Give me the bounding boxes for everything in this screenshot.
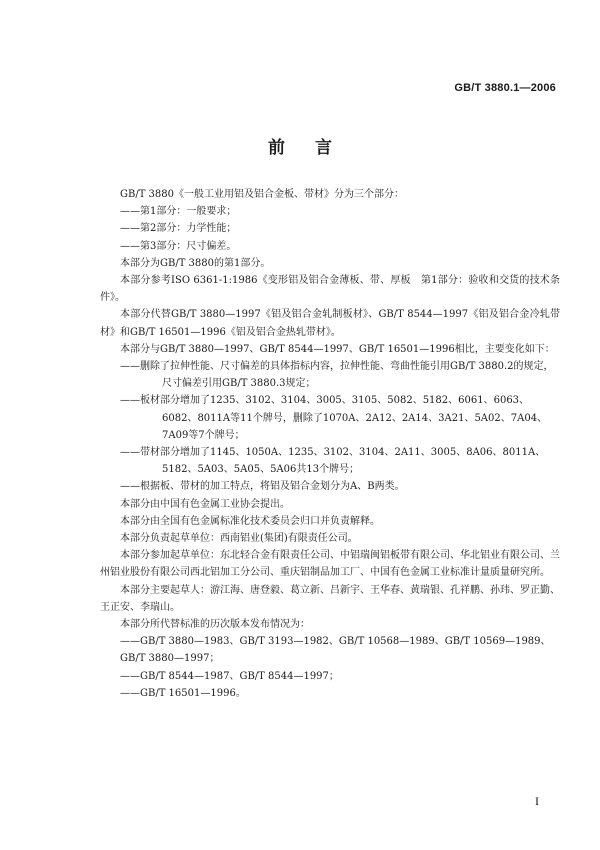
paragraph-responsible-committee: 本部分由全国有色金属标准化技术委员会归口并负责解释。 xyxy=(120,515,380,527)
paragraph-this-part: 本部分为GB/T 3880的第1部分。 xyxy=(120,257,271,269)
history-item: ——GB/T 3880—1983、GB/T 3193—1982、GB/T 10568—1989、GB/T 10569—1989、GB/T 3880—1997； xyxy=(120,636,551,665)
paragraph-changes-intro: 本部分与GB/T 3880—1997、GB/T 8544—1997、GB/T 16501—1996相比，主要变化如下： xyxy=(120,343,555,355)
paragraph-lead-drafter: 本部分负责起草单位：西南铝业(集团)有限责任公司。 xyxy=(120,533,358,545)
change-item: ——带材部分增加了1145、1050A、1235、3102、3104、2A11、3005、8A06、8011A、5182、5A03、5A05、5A06共13个牌号； xyxy=(120,447,546,476)
part-2-item: ——第2部分：力学性能； xyxy=(120,223,237,235)
paragraph-main-drafters: 本部分主要起草人：游江海、唐登毅、葛立新、吕新宇、王华春、黄瑞银、孔祥鹏、孙玮、罗正勤、王正安、李瑞山。 xyxy=(100,584,560,613)
change-item: ——板材部分增加了1235、3102、3104、3005、3105、5082、5182、6061、6063、6082、8011A等11个牌号，删除了1070A、2A12、2A14、3A21、5A02、7A04、7A09等7个牌号； xyxy=(120,395,548,441)
paragraph-reference: 本部分参考ISO 6361-1:1986《变形铝及铝合金薄板、带、厚板 第1部分：验收和交货的技术条件》。 xyxy=(100,275,560,304)
page-number: I xyxy=(535,794,539,808)
change-item: ——删除了拉伸性能、尺寸偏差的具体指标内容，拉伸性能、弯曲性能引用GB/T 3880.2的规定，尺寸偏差引用GB/T 3880.3规定； xyxy=(120,361,554,390)
paragraph-history-intro: 本部分所代替标准的历次版本发布情况为： xyxy=(120,619,310,631)
change-item: ——根据板、带材的加工特点，将铝及铝合金划分为A、B两类。 xyxy=(120,481,405,493)
history-item: ——GB/T 16501—1996。 xyxy=(120,687,246,699)
paragraph-participating-drafters: 本部分参加起草单位：东北轻合金有限责任公司、中铝瑞闽铝板带有限公司、华北铝业有限公司、兰州铝业股份有限公司西北铝加工分公司、重庆铝制品加工厂、中国有色金属工业标准计量质量研究所。 xyxy=(100,550,560,579)
part-3-item: ——第3部分：尺寸偏差。 xyxy=(120,240,237,252)
preface-body xyxy=(100,186,560,702)
paragraph-proposer: 本部分由中国有色金属工业协会提出。 xyxy=(120,498,290,510)
page-title: 前言 xyxy=(268,138,362,158)
paragraph-parts-intro: GB/T 3880《一般工业用铝及铝合金板、带材》分为三个部分： xyxy=(120,189,405,200)
standard-code: GB/T 3880.1—2006 xyxy=(454,82,556,94)
paragraph-replaces: 本部分代替GB/T 3880—1997《铝及铝合金轧制板材》、GB/T 8544—1997《铝及铝合金冷轧带材》和GB/T 16501—1996《铝及铝合金热轧带材》。 xyxy=(100,309,560,338)
part-1-item: ——第1部分：一般要求； xyxy=(120,206,237,218)
history-item: ——GB/T 8544—1987、GB/T 8544—1997； xyxy=(120,670,339,682)
